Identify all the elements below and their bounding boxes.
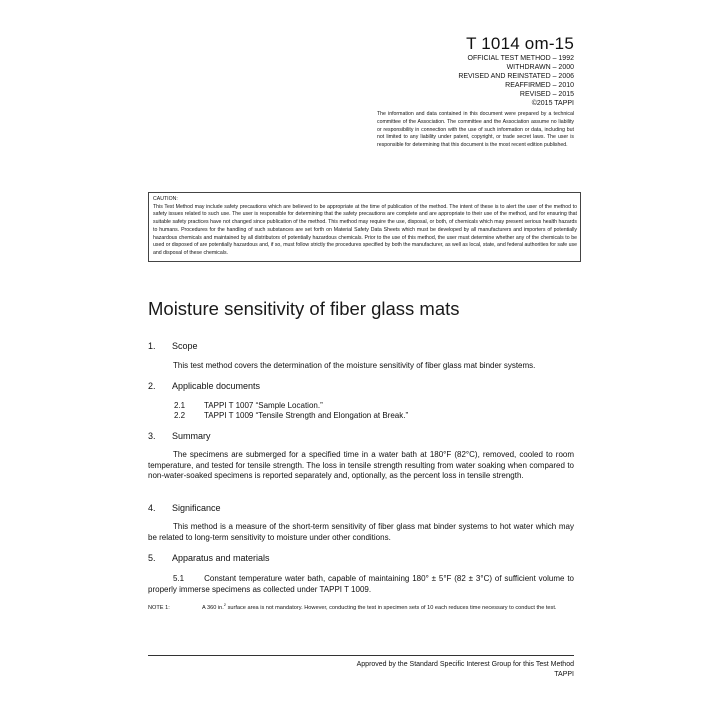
section-number: 2. bbox=[148, 381, 156, 391]
section-heading-apparatus bbox=[148, 553, 270, 563]
caution-box bbox=[148, 192, 581, 262]
method-number: T 1014 om-15 bbox=[466, 34, 574, 53]
section-title: Scope bbox=[172, 341, 198, 351]
caution-title: CAUTION: bbox=[153, 196, 178, 202]
reference-number: 2.1 bbox=[174, 401, 186, 410]
reference-item bbox=[174, 401, 323, 410]
history-line: WITHDRAWN – 2000 bbox=[506, 64, 574, 71]
section-heading-applicable-documents bbox=[148, 381, 260, 391]
publisher-line: TAPPI bbox=[554, 671, 574, 678]
section-heading-scope bbox=[148, 341, 198, 351]
apparatus-item bbox=[148, 574, 574, 595]
reference-item bbox=[174, 411, 408, 420]
section-number: 1. bbox=[148, 341, 156, 351]
footer-divider bbox=[148, 655, 574, 656]
section-number: 3. bbox=[148, 431, 156, 441]
section-body-significance: This method is a measure of the short-term sensitivity of fiber glass mat binder systems to hot water which may be related to long-term sensitivity to moisture under other conditions. bbox=[148, 522, 574, 542]
caution-text: This Test Method may include safety precautions which are believed to be appropriate at the time of publication of the method. The intent of these is to alert the user of the method to safety issues related to such use. The user is responsible for determining that the safety precautions are complete and are appropriate to their use of the method, and for ensuring that suitable safety practices have not changed since publication of the method. This method may require the use, disposal, or both, of chemicals which may present serious health hazards to humans. Procedures for the handling of such substances are set forth on Material Safety Data Sheets which must be developed by all manufacturers and importers of potentially hazardous chemicals and maintained by all distributors of potentially hazardous chemicals. Prior to the use of this method, the user must determine whether any of the chemicals to be used or disposed of are potentially hazardous and, if so, must follow strictly the procedures specified by both the manufacturer, as well as local, state, and federal authorities for safe use and disposal of these chemicals. bbox=[153, 203, 577, 256]
note-text bbox=[202, 604, 574, 612]
section-body-scope: This test method covers the determination of the moisture sensitivity of fiber glass mat binder systems. bbox=[173, 361, 536, 370]
history-line: REVISED AND REINSTATED – 2006 bbox=[458, 73, 574, 80]
note-text-part: surface area is not mandatory. However, conducting the test in specimen sets of 10 each reduces time necessary to conduct the test. bbox=[226, 605, 557, 611]
history-line: REAFFIRMED – 2010 bbox=[505, 82, 574, 89]
apparatus-item-text: Constant temperature water bath, capable of maintaining 180° ± 5°F (82 ± 3°C) of sufficient volume to properly immerse specimens as collected under TAPPI T 1009. bbox=[148, 574, 574, 594]
section-title: Significance bbox=[172, 503, 221, 513]
section-title: Apparatus and materials bbox=[172, 553, 270, 563]
section-number: 4. bbox=[148, 503, 156, 513]
history-line: REVISED – 2015 bbox=[519, 91, 574, 98]
section-title: Summary bbox=[172, 431, 211, 441]
reference-text: TAPPI T 1009 “Tensile Strength and Elongation at Break.” bbox=[204, 411, 409, 420]
note-label: NOTE 1: bbox=[148, 605, 170, 611]
method-history bbox=[458, 54, 574, 108]
section-body-summary: The specimens are submerged for a specified time in a water bath at 180°F (82°C), removed, cooled to room temperature, and tested for tensile strength. The loss in tensile strength resulting from water soaking when compared to non-water-soaked specimens is reported separately and, optionally, as the percent loss in tensile strength. bbox=[148, 450, 574, 480]
reference-text: TAPPI T 1007 “Sample Location.” bbox=[204, 401, 323, 410]
reference-number: 2.2 bbox=[174, 411, 186, 420]
copyright-line: ©2015 TAPPI bbox=[531, 100, 574, 107]
history-line: OFFICIAL TEST METHOD – 1992 bbox=[467, 55, 574, 62]
note-text-part: A 360 in. bbox=[202, 605, 224, 611]
document-footer bbox=[357, 660, 574, 680]
document-title: Moisture sensitivity of fiber glass mats bbox=[148, 298, 460, 319]
disclaimer-text: The information and data contained in this document were prepared by a technical committee of the Association. The committee and the Association assume no liability or responsibility in connection with the use of such information or data, including but not limited to any liability under patent, copyright, or trade secret laws. The user is responsible for determining that this document is the most recent edition published. bbox=[377, 111, 574, 149]
apparatus-item-number: 5.1 bbox=[173, 574, 185, 583]
note-superscript: 2 bbox=[223, 602, 227, 608]
section-number: 5. bbox=[148, 553, 156, 563]
section-title: Applicable documents bbox=[172, 381, 261, 391]
document-header bbox=[458, 34, 574, 108]
section-heading-significance bbox=[148, 503, 221, 513]
section-heading-summary bbox=[148, 431, 211, 441]
approval-line: Approved by the Standard Specific Interest Group for this Test Method bbox=[356, 661, 574, 668]
